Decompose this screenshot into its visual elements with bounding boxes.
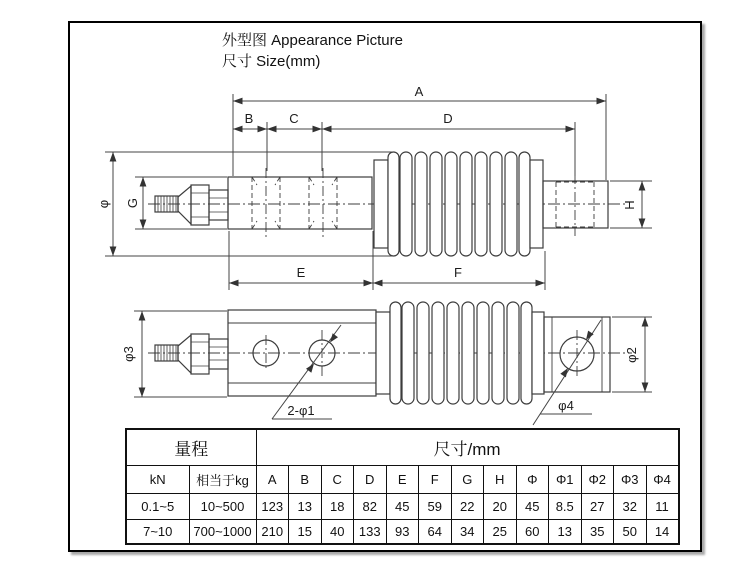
cell-dim: 11	[646, 494, 679, 520]
col-header-kg: 相当于kg	[189, 466, 256, 494]
col-header-dim: E	[386, 466, 419, 494]
threaded-stud	[155, 185, 228, 225]
dim-label-phi3: φ3	[121, 346, 136, 362]
cell-kn: 7~10	[126, 520, 189, 545]
col-header-dim: H	[484, 466, 517, 494]
dim-label-a: A	[414, 84, 424, 99]
range-header: 量程	[126, 429, 256, 466]
dim-label-f: F	[454, 265, 462, 280]
dim-label-h: H	[622, 200, 637, 210]
col-header-dim: Φ2	[581, 466, 614, 494]
bellows-plan	[376, 302, 544, 404]
plan-view	[148, 302, 632, 404]
cell-dim: 82	[354, 494, 387, 520]
dim-label-d: D	[443, 111, 453, 126]
col-header-dim: Φ1	[549, 466, 582, 494]
size-header: 尺寸/mm	[256, 429, 679, 466]
cell-kg: 700~1000	[189, 520, 256, 545]
cell-dim: 14	[646, 520, 679, 545]
col-header-dim: D	[354, 466, 387, 494]
cell-dim: 13	[289, 494, 322, 520]
cell-dim: 20	[484, 494, 517, 520]
col-header-dim: Φ4	[646, 466, 679, 494]
sensor-body	[228, 177, 372, 229]
title-line-2: 尺寸 Size(mm)	[222, 53, 321, 70]
cell-dim: 18	[321, 494, 354, 520]
col-header-dim: Φ3	[614, 466, 647, 494]
col-header-dim: C	[321, 466, 354, 494]
col-header-dim: B	[289, 466, 322, 494]
title-line-1: 外型图 Appearance Picture	[222, 32, 403, 49]
cell-dim: 50	[614, 520, 647, 545]
cell-dim: 25	[484, 520, 517, 545]
table-row	[126, 520, 679, 545]
dim-label-phi4: φ4	[558, 398, 574, 413]
cell-dim: 35	[581, 520, 614, 545]
spec-table	[125, 428, 680, 545]
cell-dim: 13	[549, 520, 582, 545]
cell-dim: 123	[256, 494, 289, 520]
cell-dim: 22	[451, 494, 484, 520]
cell-dim: 210	[256, 520, 289, 545]
cell-dim: 27	[581, 494, 614, 520]
side-view	[148, 152, 625, 256]
col-header-dim: G	[451, 466, 484, 494]
col-header-dim: A	[256, 466, 289, 494]
dim-label-b: B	[244, 111, 254, 126]
cell-dim: 45	[386, 494, 419, 520]
right-shaft	[543, 181, 608, 228]
col-header-kn: kN	[126, 466, 189, 494]
threaded-stud-plan	[155, 334, 228, 374]
hole-centerlines	[266, 168, 323, 238]
dim-label-2phi1: 2-φ1	[287, 403, 315, 418]
cell-dim: 64	[419, 520, 452, 545]
dim-label-e: E	[296, 265, 306, 280]
hidden-holes	[252, 177, 337, 229]
dim-label-g: G	[125, 197, 140, 209]
cell-dim: 133	[354, 520, 387, 545]
cell-dim: 60	[516, 520, 549, 545]
cell-dim: 45	[516, 494, 549, 520]
col-header-dim: Φ	[516, 466, 549, 494]
cell-dim: 15	[289, 520, 322, 545]
cell-dim: 40	[321, 520, 354, 545]
cell-dim: 34	[451, 520, 484, 545]
dim-label-phi: φ	[96, 199, 111, 209]
cell-dim: 32	[614, 494, 647, 520]
dim-label-c: C	[289, 111, 299, 126]
cell-dim: 8.5	[549, 494, 582, 520]
col-header-dim: F	[419, 466, 452, 494]
table-row	[126, 494, 679, 520]
dim-label-phi2: φ2	[624, 347, 639, 363]
cell-dim: 93	[386, 520, 419, 545]
cell-dim: 59	[419, 494, 452, 520]
cell-kg: 10~500	[189, 494, 256, 520]
cell-kn: 0.1~5	[126, 494, 189, 520]
